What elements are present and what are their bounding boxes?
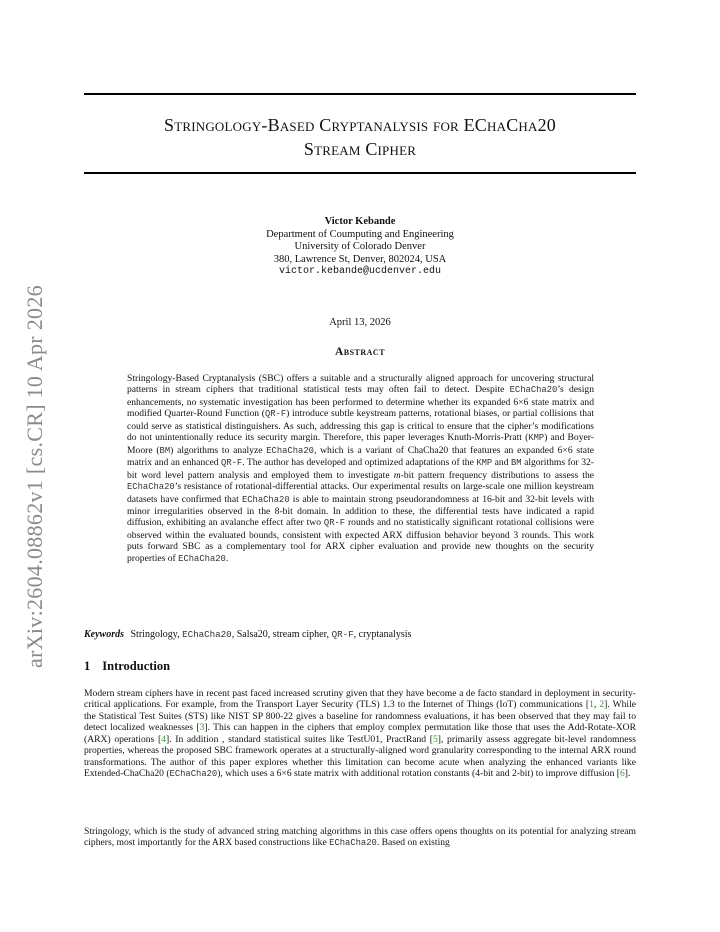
abstract-code-term: EChaCha20 [241,494,290,505]
paragraph-text: Modern stream ciphers have in recent past faced increased scrutiny given that they have become a de facto standard in deployment in security-critical applications. For example, from the Transport Layer Security (TLS) 1.3 to the Internet of Things (IoT) communications [ [84,688,636,711]
abstract-code-term: KMP [476,458,493,469]
citation-link[interactable]: 5 [432,733,438,745]
abstract-code-term: EChaCha20 [178,553,226,564]
abstract-heading: Abstract [334,346,386,358]
paragraph-text: . Based on existing [376,837,450,849]
abstract-text: -bit pattern frequency distributions to assess the [400,469,594,481]
author-email-link[interactable]: victor.kebande@ucdenver.edu [278,266,442,278]
abstract-text: and [492,457,511,469]
paragraph-text: ], primarily assess aggregate bit-level randomness properties, whereas the proposed SBC framework operates at a structurally-aligned word granularity corresponding to the internal ARX round transformations. The author of this paper explores whether this limitation can become acute when analyzing the enhanced variants like Extended-ChaCha20 ( [84,733,636,780]
abstract-code-term: KMP [528,433,545,444]
citation-link[interactable]: 2 [599,699,605,711]
keywords-label: Keywords [84,629,124,640]
abstract-text: , which is a variant of ChaCha20 that features an expanded 6×6 state matrix and an enhanced [127,444,594,469]
publication-date: April 13, 2026 [329,317,391,328]
paper-title-line-1: Stringology-Based Cryptanalysis for EChaCha20 [164,115,556,135]
abstract-text: ) introduce subtle keystream patterns, rotational biases, or partial collisions that could serve as statistical distinguishers. As such, addressing this gap is critical to ensure that the cipher’s modifications do not unintentionally reduce its security margin. Therefore, this paper leverages Knuth-Morris-Pratt ( [127,408,594,444]
citation-link[interactable]: 3 [199,722,205,734]
paper-title-line-2: Stream Cipher [303,139,417,159]
abstract-text: ’s resistance of rotational-differential attacks. Our experimental results on large-scale one million keystream datasets have confirmed that [127,481,594,505]
abstract-math-variable: m [393,469,401,481]
abstract-text: . [225,552,229,564]
section-heading-introduction [84,659,636,674]
abstract-code-term: EChaCha20 [266,445,314,456]
author-block [84,216,636,279]
paragraph-text: ]. In addition , standard statistical suites like TestU01, PractRand [ [165,733,433,745]
abstract-code-term: QR-F [221,458,243,469]
author-address: 380, Lawrence St, Denver, 802024, USA [273,253,447,265]
keywords-line [84,629,636,640]
paper-title [84,113,636,161]
abstract-code-term: EChaCha20 [127,482,175,493]
author-department: Department of Coumputing and Engineering [266,228,454,240]
paragraph-code-term: EChaCha20 [169,769,218,780]
abstract-text: ’s design enhancements, no systematic investigation has been performed to determine whether its expanded 6×6 state matrix and modified Quarter-Round Function ( [127,384,594,420]
arxiv-identifier-text: arXiv:2604.08862v1 [cs.CR] 10 Apr 2026 [22,285,47,668]
intro-paragraph-2 [84,826,636,850]
keyword-code: QR-F [331,629,354,640]
abstract-text: ) and Boyer-Moore ( [127,432,594,456]
abstract-text: Stringology-Based Cryptanalysis (SBC) offers a suitable and a structurally aligned approach for uncovering structural patterns in stream ciphers that traditional statistical tests may often fail to detect. Despite [127,373,594,396]
keyword: Stringology, [130,629,180,640]
author-name: Victor Kebande [324,216,396,227]
paragraph-text: ), which uses a 6×6 state matrix with additional rotation constants (4-bit and 2-bit) to improve diffusion [ [217,768,620,780]
keyword: , cryptanalysis [353,629,412,640]
title-rule-bottom [84,172,636,174]
citation-link[interactable]: 1 [589,699,594,711]
keyword: , Salsa20, stream cipher, [231,629,330,640]
citation-link[interactable]: 4 [161,733,166,745]
paragraph-text: , [593,699,600,711]
author-university: University of Colorado Denver [294,241,426,253]
abstract-text: . The author has developed and optimized adaptations of the [242,457,477,469]
section-number: 1 [84,659,91,673]
paragraph-text: Stringology, which is the study of advanced string matching algorithms in this case offers opens thoughts on its potential for analyzing stream ciphers, most importantly for the ARX based constructions like [84,826,636,849]
abstract-code-term: BM [159,445,171,456]
abstract-text: rounds and no statistically significant rotational collisions were observed within the evaluated bounds, consistent with expected ARX diffusion behavior beyond 3 rounds. This work puts forward SBC as a complementary tool for ARX cipher evaluation and provide new thoughts on the security properties of [127,517,594,564]
paragraph-text: ]. While the Statistical Test Suites (STS) like NIST SP 800-22 gives a baseline for randomness evaluations, it has been observed that they may fail to detect localized weaknesses [ [84,699,637,734]
citation-link[interactable]: 6 [619,768,625,780]
title-rule-top [84,93,636,95]
paragraph-code-term: EChaCha20 [329,838,377,849]
abstract-code-term: QR-F [264,409,287,420]
abstract-text: algorithms for 32-bit word level pattern analysis and employed them to investigate [127,457,595,481]
abstract-code-term: EChaCha20 [509,385,558,396]
paragraph-text: ]. [624,768,631,780]
abstract-body [127,373,594,565]
abstract-code-term: BM [511,458,522,469]
keyword-code: EChaCha20 [182,629,232,640]
arxiv-identifier-stamp [16,258,50,678]
intro-paragraph-1 [84,688,636,781]
abstract-text: is able to maintain strong pseudorandomness at 16-bit and 32-bit levels with minor irregularities observed in the 8-bit domain. In addition to these, the differential tests have indicated a rapid diffusion, exhibiting an avalanche effect after two [127,493,594,529]
abstract-text: ) algorithms to analyze [170,444,267,456]
section-title: Introduction [102,659,171,673]
paragraph-text: ]. This can happen in the ciphers that employ complex permutation like those that uses the Add-Rotate-XOR (ARX) operations [ [84,722,636,745]
abstract-code-term: QR-F [323,518,346,529]
